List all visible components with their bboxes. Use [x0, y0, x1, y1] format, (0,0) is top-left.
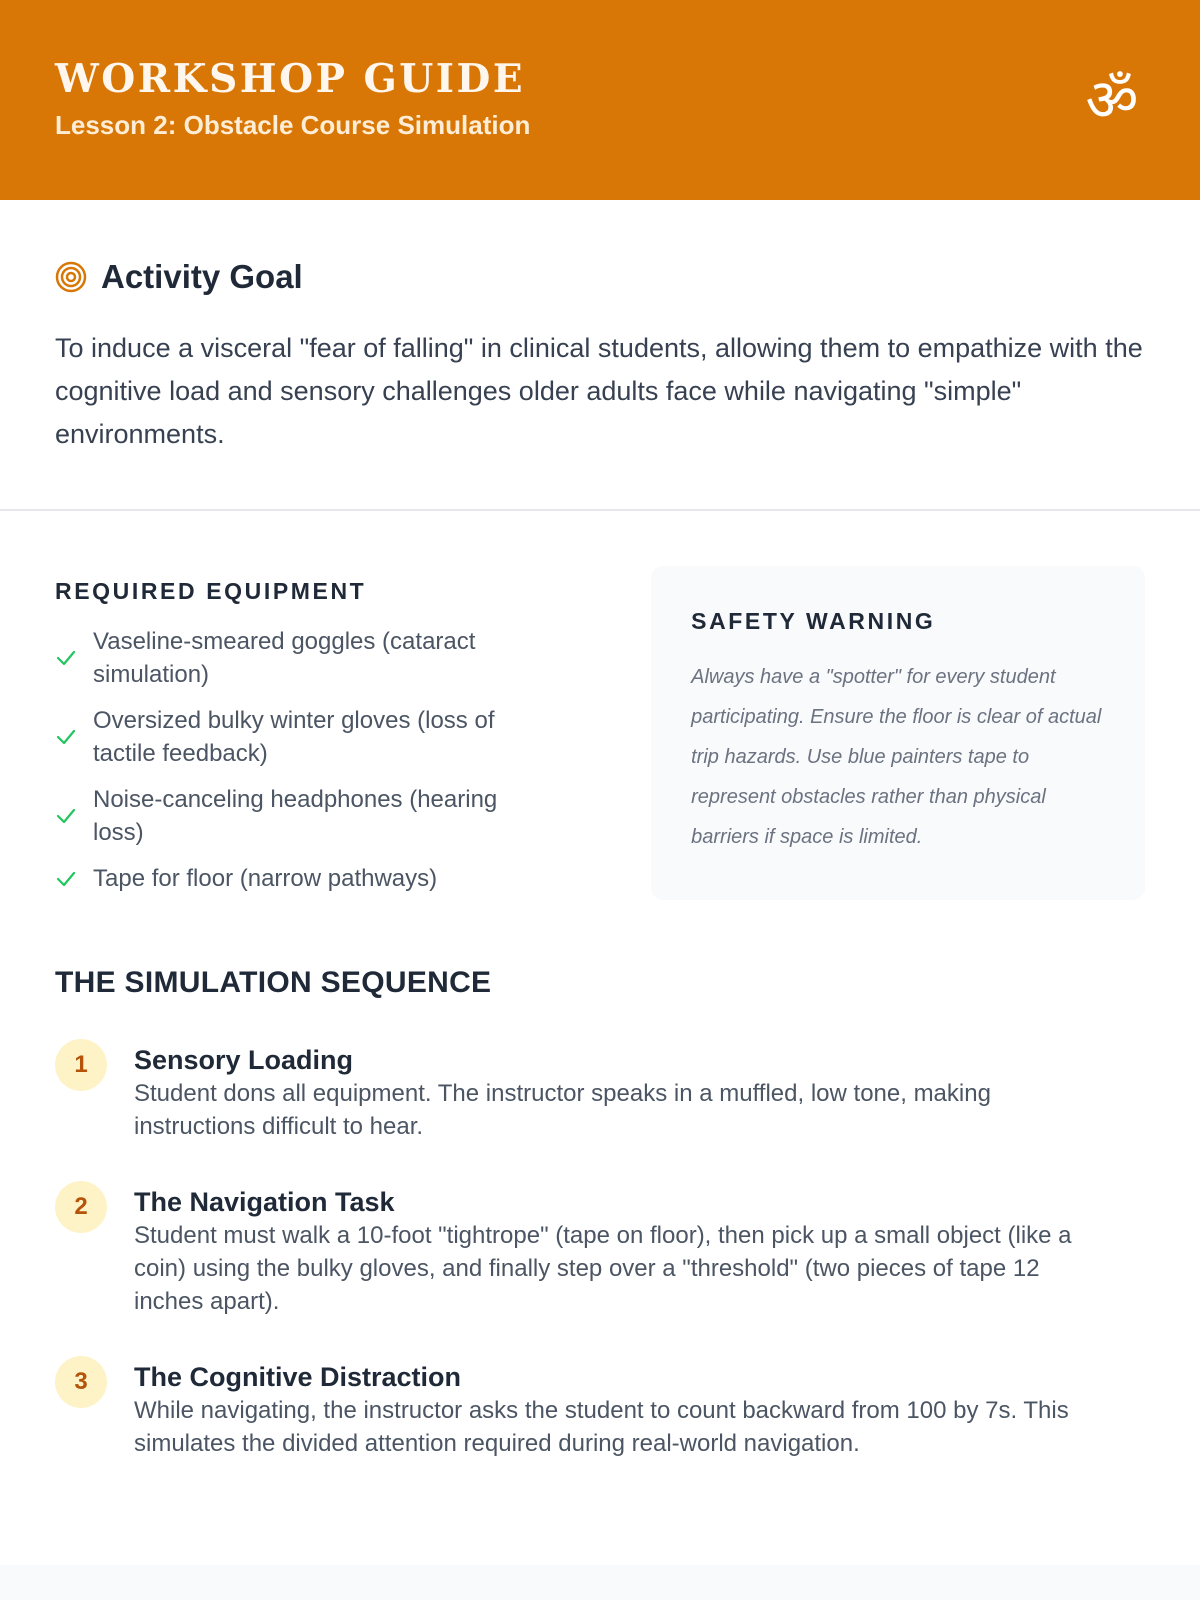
- sequence-step: [55, 1356, 1145, 1460]
- step-description: While navigating, the instructor asks the student to count backward from 100 by 7s. This simulates the divided attention required during real-world navigation.: [134, 1397, 1069, 1457]
- step-body: [134, 1039, 1114, 1143]
- activity-goal-text: To induce a visceral "fear of falling" in clinical students, allowing them to empathize with the cognitive load and sensory challenges older adults face while navigating "simple" environments.: [55, 333, 1143, 449]
- simulation-sequence: [0, 963, 1200, 1460]
- activity-goal-section: [0, 200, 1200, 511]
- check-icon: [55, 647, 77, 669]
- check-icon: [55, 805, 77, 827]
- list-item: [55, 783, 544, 849]
- safety-warning-box: [651, 566, 1145, 900]
- equipment-list: [55, 625, 544, 895]
- step-title: The Cognitive Distraction: [134, 1362, 462, 1392]
- step-title: Sensory Loading: [134, 1045, 354, 1075]
- step-number-badge: 1: [55, 1039, 107, 1091]
- equipment-item-text: Vaseline-smeared goggles (cataract simulation): [93, 628, 476, 688]
- page-title: WORKSHOP GUIDE: [55, 56, 526, 102]
- accessibility-icon: ॐ: [1085, 66, 1139, 134]
- check-icon: [55, 868, 77, 890]
- step-number-badge: 3: [55, 1356, 107, 1408]
- equipment-item-text: Tape for floor (narrow pathways): [93, 865, 438, 892]
- step-body: [134, 1356, 1114, 1460]
- page-header: [0, 0, 1200, 200]
- list-item: [55, 625, 544, 691]
- target-icon: [55, 261, 87, 293]
- list-item: [55, 704, 544, 770]
- step-description: Student must walk a 10-foot "tightrope" (tape on floor), then pick up a small object (like a coin) using the bulky gloves, and finally step over a "threshold" (two pieces of tape 12 inches apart).: [134, 1222, 1072, 1315]
- required-equipment: [55, 566, 544, 963]
- page-subtitle: Lesson 2: Obstacle Course Simulation: [55, 110, 531, 140]
- required-equipment-label: REQUIRED EQUIPMENT: [55, 578, 367, 604]
- safety-warning-label: SAFETY WARNING: [691, 608, 936, 634]
- sequence-step: [55, 1039, 1145, 1143]
- list-item: [55, 862, 544, 895]
- activity-goal-title: Activity Goal: [101, 258, 303, 295]
- equipment-and-warning: [0, 511, 1200, 963]
- step-body: [134, 1181, 1114, 1318]
- equipment-item-text: Noise-canceling headphones (hearing loss): [93, 786, 498, 846]
- check-icon: [55, 726, 77, 748]
- simulation-sequence-title: THE SIMULATION SEQUENCE: [55, 966, 492, 999]
- step-title: The Navigation Task: [134, 1187, 395, 1217]
- safety-warning-text: Always have a "spotter" for every student participating. Ensure the floor is clear of actual trip hazards. Use blue painters tape to represent obstacles rather than physical barriers if space is limited.: [691, 666, 1102, 848]
- step-description: Student dons all equipment. The instructor speaks in a muffled, low tone, making instructions difficult to hear.: [134, 1080, 991, 1140]
- activity-goal-heading: [55, 255, 1145, 299]
- sequence-step: [55, 1181, 1145, 1318]
- equipment-item-text: Oversized bulky winter gloves (loss of tactile feedback): [93, 707, 495, 767]
- step-number-badge: 2: [55, 1181, 107, 1233]
